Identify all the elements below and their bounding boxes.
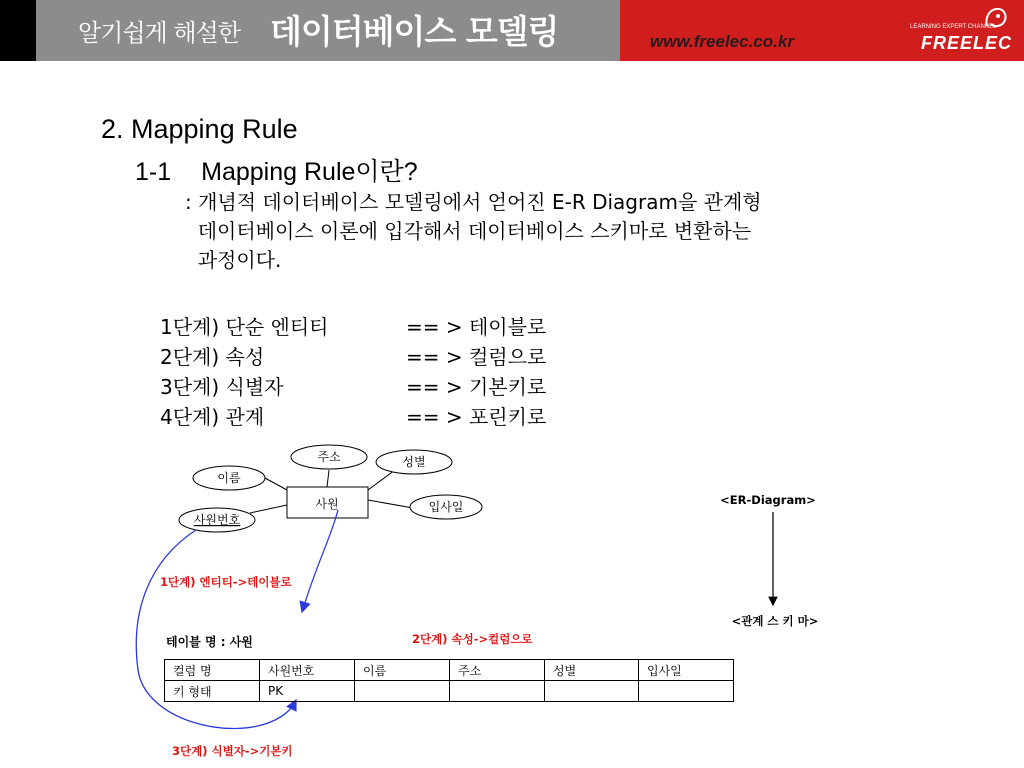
table-cell [355,681,450,702]
attr-label: 이름 [217,471,241,485]
table-header-cell: 성별 [545,660,639,681]
definition-line: 데이터베이스 이론에 입각해서 데이터베이스 스키마로 변환하는 [185,219,752,243]
table-header-cell: 주소 [450,660,545,681]
table-header-cell: 사원번호 [260,660,355,681]
table-row [165,681,734,702]
annotation-step1: 1단계) 엔티티->테이블로 [160,575,292,589]
table-header-cell: 입사일 [639,660,734,681]
attr-link-line [368,500,413,508]
step-result: == > 기본키로 [406,375,547,399]
table-cell [639,681,734,702]
table-caption: 테이블 명 : 사원 [166,635,253,649]
attr-label: 입사일 [428,500,464,514]
header-title: 데이터베이스 모델링 [270,12,559,51]
attr-link-line [368,470,395,490]
section-heading: 2. Mapping Rule [101,114,298,144]
header-subtitle: 알기쉽게 해설한 [78,19,240,47]
attr-label: 주소 [317,450,341,464]
definition-line: 과정이다. [185,248,282,272]
freelec-logo: FREELEC [921,33,1013,53]
table-cell: 키 형태 [165,681,260,702]
table-header-cell: 컬럼 명 [165,660,260,681]
step-result: == > 포린키로 [406,405,547,429]
step-label: 2단계) 속성 [160,345,265,369]
step-result: == > 테이블로 [406,315,547,339]
flow-source-label: <ER-Diagram> [720,493,816,507]
step-result: == > 컬럼으로 [406,345,547,369]
mapped-table [164,659,734,702]
header-url: www.freelec.co.kr [650,32,794,51]
attr-label: 성별 [402,455,426,469]
step-label: 3단계) 식별자 [160,375,284,399]
step-label: 4단계) 관계 [160,405,265,429]
flow-target-label: <관계 스 키 마> [731,614,819,628]
attr-link-line [327,470,329,487]
annotation-step2: 2단계) 속성->컬럼으로 [412,632,533,646]
table-cell [545,681,639,702]
step-label: 1단계) 단순 엔티티 [160,315,329,339]
subsection-title: Mapping Rule이란? [201,158,418,186]
annotation-step3: 3단계) 식별자->기본키 [172,744,293,758]
subsection-number: 1-1 [135,158,172,186]
attr-label-identifier: 사원번호 [193,513,241,527]
table-cell [450,681,545,702]
mapping-arrow-entity [302,510,338,612]
logo-tagline: LEARNING EXPERT CHANNEL [910,24,997,30]
attr-link-line [250,505,287,513]
attr-link-line [265,478,287,490]
definition-line: : 개념적 데이터베이스 모델링에서 얻어진 E-R Diagram을 관계형 [185,190,762,214]
entity-label: 사원 [315,497,339,511]
table-row [165,660,734,681]
table-header-cell: 이름 [355,660,450,681]
table-cell: PK [260,681,355,702]
